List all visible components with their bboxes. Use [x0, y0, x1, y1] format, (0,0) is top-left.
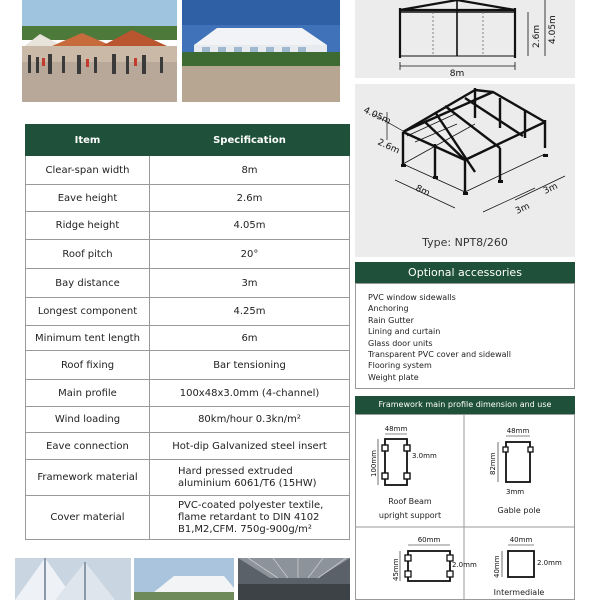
front-elevation-panel — [355, 0, 575, 78]
item-cell: Roof fixing — [26, 351, 150, 380]
table-row — [26, 298, 350, 326]
cell3-thickness: 2.0mm — [452, 561, 477, 569]
item-cell: Wind loading — [26, 407, 150, 433]
list-item: Glass door units — [368, 338, 433, 348]
intermediate-width: 40mm — [509, 536, 533, 544]
table-row — [26, 156, 350, 185]
table-row — [26, 496, 350, 540]
table-row — [26, 212, 350, 240]
value-cell: 3m — [150, 269, 350, 298]
type-label: Type: NPT8/260 — [422, 236, 508, 249]
iso-bay-a-label: 3m — [514, 201, 532, 217]
profiles-header: Framework main profile dimension and use — [355, 396, 575, 414]
value-cell: 8m — [150, 156, 350, 185]
list-item: PVC window sidewalls — [368, 293, 456, 302]
specification-table — [25, 124, 350, 540]
table-row — [26, 380, 350, 407]
item-cell: Eave height — [26, 185, 150, 212]
value-cell: Hot-dip Galvanized steel insert — [150, 433, 350, 460]
item-cell: Roof pitch — [26, 240, 150, 269]
front-width-label: 8m — [449, 69, 465, 78]
gable-pole-width: 48mm — [506, 427, 530, 435]
list-item: Anchoring — [368, 304, 409, 314]
roof-beam-label: Roof Beam — [388, 497, 432, 506]
accessories-header: Optional accessories — [355, 262, 575, 283]
gable-pole-label: Gable pole — [497, 506, 541, 515]
cell3-width: 60mm — [417, 536, 441, 544]
upright-support-label: upright support — [378, 511, 442, 520]
roof-beam-thickness: 3.0mm — [412, 452, 437, 460]
value-cell: 100x48x3.0mm (4-channel) — [150, 380, 350, 407]
gable-pole-thickness: 3mm — [506, 488, 525, 496]
value-cell: PVC-coated polyester textile, flame retardant to DIN 4102 B1,M2,CFM. 750g-900g/m² — [150, 496, 350, 540]
table-header-row — [26, 125, 350, 156]
item-column-header: Item — [26, 125, 150, 156]
white-tent-photo — [182, 0, 340, 102]
table-row — [26, 351, 350, 380]
iso-eave-label: 2.6m — [375, 137, 401, 157]
table-row — [26, 460, 350, 496]
item-cell: Cover material — [26, 496, 150, 540]
table-row — [26, 185, 350, 212]
value-cell: 2.6m — [150, 185, 350, 212]
accessories-list — [355, 283, 575, 389]
iso-bay-b-label: 3m — [542, 181, 560, 197]
table-row — [26, 407, 350, 433]
profiles-grid — [355, 414, 575, 600]
item-cell: Eave connection — [26, 433, 150, 460]
value-cell: 4.05m — [150, 212, 350, 240]
table-row — [26, 433, 350, 460]
item-cell: Longest component — [26, 298, 150, 326]
table-row — [26, 326, 350, 351]
value-cell: 4.25m — [150, 298, 350, 326]
cell3-height: 45mm — [392, 558, 400, 581]
list-item: Lining and curtain — [368, 327, 441, 337]
list-item: Rain Gutter — [368, 315, 414, 325]
table-row — [26, 269, 350, 298]
item-cell: Ridge height — [26, 212, 150, 240]
tent-interior-photo — [238, 558, 350, 600]
value-cell: 6m — [150, 326, 350, 351]
intermediate-label: Intermediale — [493, 588, 545, 597]
specification-column-header: Specification — [150, 125, 350, 156]
iso-width-label: 8m — [413, 183, 432, 199]
value-cell: 80km/hour 0.3kn/m² — [150, 407, 350, 433]
front-ridge-label: 4.05m — [548, 15, 558, 44]
list-item: Weight plate — [368, 372, 419, 382]
gable-pole-height: 82mm — [489, 452, 497, 475]
value-cell: 20° — [150, 240, 350, 269]
item-cell: Minimum tent length — [26, 326, 150, 351]
tent-exterior-photo — [134, 558, 234, 600]
list-item: Transparent PVC cover and sidewall — [368, 350, 511, 360]
iso-ridge-label: 4.05m — [361, 105, 393, 127]
value-cell: Bar tensioning — [150, 351, 350, 380]
event-tents-photo — [22, 0, 177, 102]
item-cell: Framework material — [26, 460, 150, 496]
roof-beam-width: 48mm — [384, 425, 408, 433]
isometric-frame-drawing — [355, 84, 575, 257]
roof-beam-height: 100mm — [370, 450, 378, 477]
item-cell: Clear-span width — [26, 156, 150, 185]
value-cell: Hard pressed extruded aluminium 6061/T6 (15HW) — [150, 460, 350, 496]
item-cell: Main profile — [26, 380, 150, 407]
intermediate-thickness: 2.0mm — [537, 559, 562, 567]
front-elevation-drawing — [355, 0, 575, 78]
intermediate-height: 40mm — [493, 555, 501, 578]
list-item: Flooring system — [368, 361, 432, 371]
isometric-frame-panel — [355, 84, 575, 257]
front-eave-label: 2.6m — [532, 24, 542, 48]
item-cell: Bay distance — [26, 269, 150, 298]
tent-frame-photo — [15, 558, 131, 600]
table-row — [26, 240, 350, 269]
